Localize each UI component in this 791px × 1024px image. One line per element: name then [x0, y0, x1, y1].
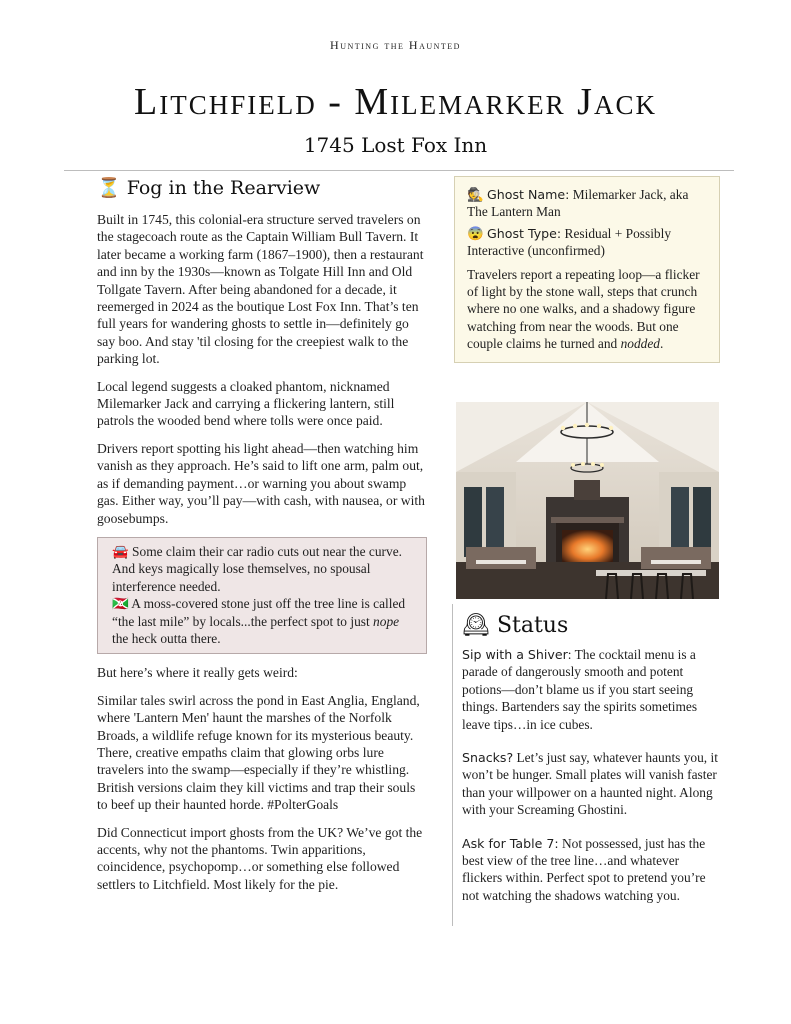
status-item-cocktails: [462, 646, 722, 733]
ghost-description-text: Travelers report a repeating loop—a flicker of light by the stone wall, steps that crunch where no one walks, and a shadowy figure watching from near the woods. But one couple claims he turned and: [467, 266, 700, 352]
fog-paragraph-drivers: Drivers report spotting his light ahead—then watching him vanish as they approach. He’s said to lift one arm, palm out, as if demanding payment…or warning you about swamp gas. Either way, you’ll pay—with cash, with nausea, or with goosebumps.: [97, 440, 425, 526]
sightings-callout: [97, 537, 427, 654]
flag-icon: 🇧🇮: [112, 596, 129, 612]
fog-paragraph-legend: Local legend suggests a cloaked phantom, nicknamed Milemarker Jack and carrying a flickering lantern, still patrols the wooded bend where tolls were once paid.: [97, 378, 395, 429]
ghost-name-label: Ghost Name:: [487, 187, 570, 202]
mantel-clock-icon: 🕰: [462, 613, 490, 638]
status-item-label: Ask for Table 7:: [462, 835, 559, 851]
status-item-label: Snacks?: [462, 750, 514, 766]
fearful-face-icon: 😨: [467, 225, 484, 241]
page-title: Litchfield - Milemarker Jack: [134, 81, 657, 123]
car-icon: 🚘: [112, 543, 129, 559]
inn-dining-room-photo: [456, 402, 719, 599]
status-item-text: Not possessed, just has the best view of the tree line…and whatever flickers within. Perfect spot to pretend you’re not watching the shadows watching you.: [462, 835, 706, 903]
ghost-type-label: Ghost Type:: [487, 225, 562, 241]
ghost-profile-box: [454, 176, 720, 363]
callout-stone-tail: the heck outta there.: [112, 630, 221, 646]
callout-stone-text: A moss-covered stone just off the tree line is called “the last mile” by locals...the perfect spot to just: [112, 596, 406, 629]
ghost-type-value: Residual + Possibly Interactive (unconfirmed): [467, 225, 672, 259]
header-divider: [64, 170, 734, 171]
status-item-table: [462, 835, 722, 905]
callout-car-radio: [112, 543, 414, 595]
status-heading: [462, 613, 722, 638]
ghost-name-row: [467, 186, 707, 221]
weird-lantern-men: Similar tales swirl across the pond in East Anglia, England, where 'Lantern Men' haunt the marshes of the Norfolk Broads, a wildlife refuge known for its mysterious beauty. There, creative empaths claim that glowing orbs lure travelers into the swamp—especially if they’re whistling. British versions claim they kill victims and trap their souls to beef up their haunted horde. #PolterGoals: [97, 692, 420, 813]
status-section: [462, 613, 722, 904]
detective-icon: 🕵: [467, 187, 484, 202]
status-heading-text: Status: [496, 613, 569, 638]
right-column: [454, 176, 720, 363]
status-item-text: : The cocktail menu is a parade of dangerously smooth and potent potions—don’t blame us if you start seeing things. Bartenders say the spirits sometimes leave tips…in ice cubes.: [462, 647, 698, 732]
fog-heading-text: Fog in the Rearview: [126, 177, 321, 199]
publication-kicker: Hunting the Haunted: [330, 38, 461, 52]
weird-intro: But here’s where it really gets weird:: [97, 665, 298, 681]
ghost-description-tail: .: [660, 336, 664, 352]
ghost-description-emphasis: nodded: [620, 336, 660, 352]
left-column: [97, 176, 427, 903]
ghost-type-row: [467, 225, 707, 260]
page-subtitle: 1745 Lost Fox Inn: [303, 133, 488, 157]
status-divider: [452, 604, 453, 926]
status-item-text: Let’s just say, whatever haunts you, it won’t be hunger. Small plates will vanish faster than your willpower on a haunted night. Along with your Screaming Ghostini.: [462, 750, 718, 818]
hourglass-icon: ⏳: [97, 177, 121, 199]
status-item-label: Sip with a Shiver: [462, 647, 568, 662]
status-item-snacks: [462, 749, 722, 819]
callout-stone-emphasis: nope: [373, 613, 400, 629]
callout-car-text: Some claim their car radio cuts out near the curve. And keys magically lose themselves, no spousal interference needed.: [112, 543, 402, 594]
ghost-name-value: Milemarker Jack, aka The Lantern Man: [467, 187, 689, 220]
weird-conclusion: Did Connecticut import ghosts from the UK? We’ve got the accents, why not the phantoms. Twin apparitions, coincidence, psychopomp…or something else followed settlers to Litchfield. Most likely for the pie.: [97, 824, 423, 892]
fog-paragraph-history: Built in 1745, this colonial-era structure served travelers on the stagecoach route as the Captain William Bull Tavern. It later became a working farm (1867–1900), then a restaurant and inn by the 1930s—known as Tolgate Hill Inn and Old Tollgate Tavern. After being abandoned for a decade, it reemerged in 2024 as the boutique Lost Fox Inn. That’s ten full years for wandering ghosts to settle in—definitely go say boo. And stay 'til closing for the creepiest walk to the parking lot.: [97, 212, 424, 367]
ghost-description: [467, 266, 707, 353]
fog-heading: [97, 176, 427, 199]
callout-last-mile: [112, 595, 414, 647]
